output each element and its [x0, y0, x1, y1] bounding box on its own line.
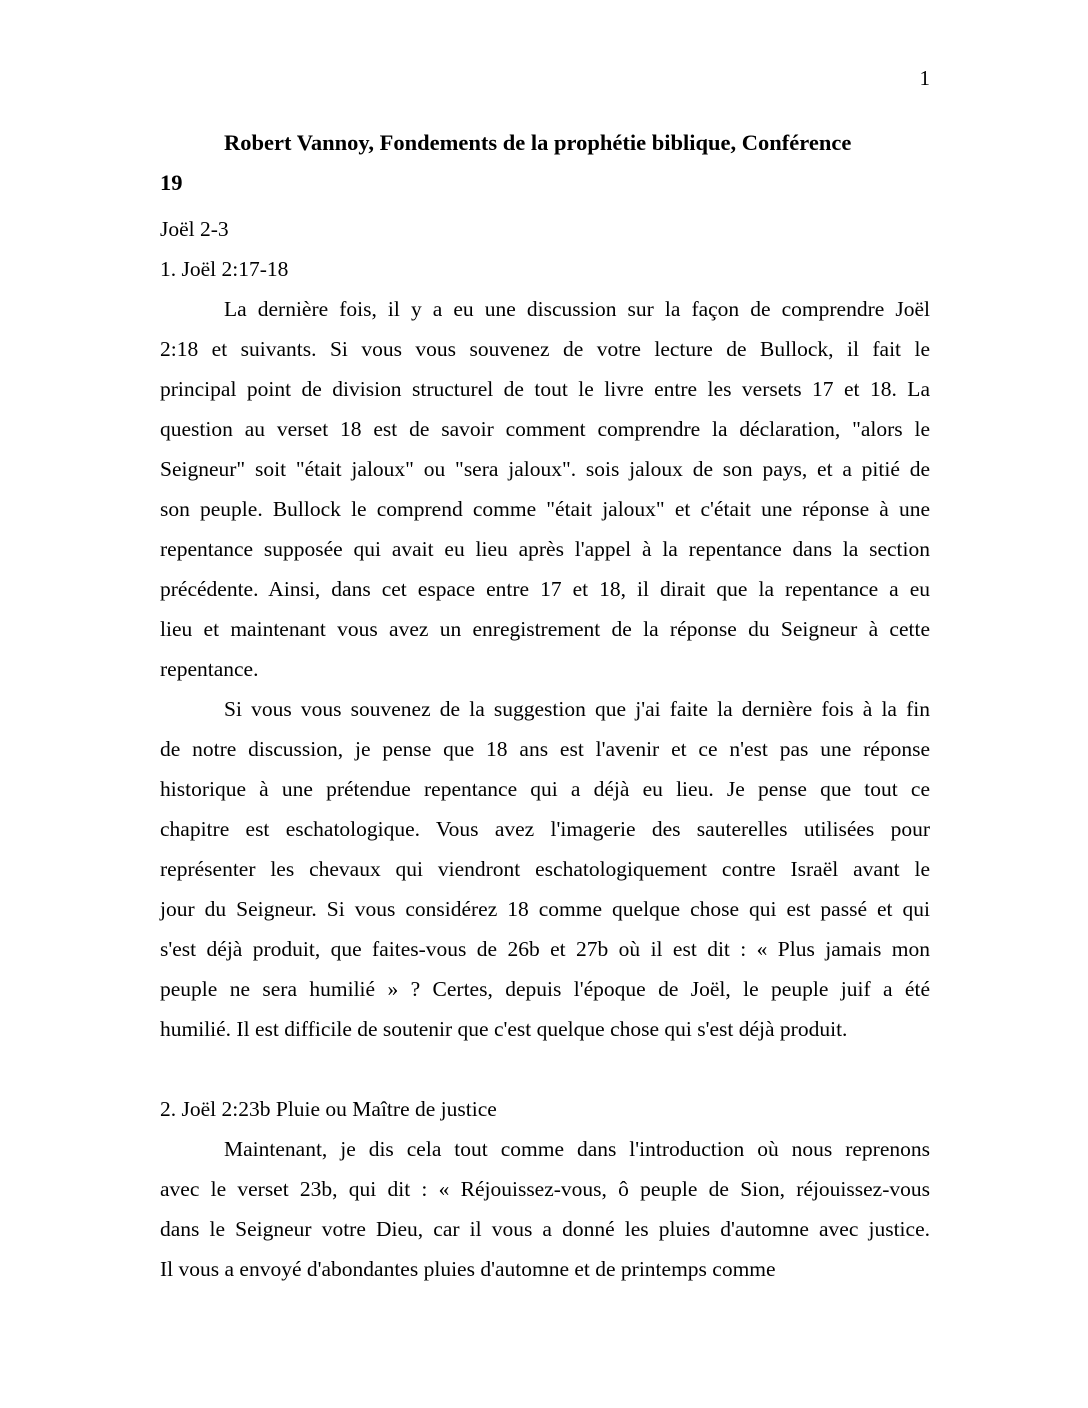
paragraph-line: Maintenant, je dis cela tout comme dans l'introduction où nous reprenons	[224, 1137, 930, 1161]
paragraph-line: précédente. Ainsi, dans cet espace entre 17 et 18, il dirait que la repentance a eu	[160, 577, 930, 601]
paragraph-line: chapitre est eschatologique. Vous avez l'imagerie des sauterelles utilisées pour	[160, 817, 930, 841]
document-subtitle: Joël 2-3	[160, 217, 229, 241]
paragraph-line: avec le verset 23b, qui dit : « Réjouissez-vous, ô peuple de Sion, réjouissez-vous	[160, 1177, 930, 1201]
paragraph-line: son peuple. Bullock le comprend comme "était jaloux" et c'était une réponse à une	[160, 497, 930, 521]
paragraph-line: représenter les chevaux qui viendront eschatologiquement contre Israël avant le	[160, 857, 930, 881]
paragraph-line: historique à une prétendue repentance qui a déjà eu lieu. Je pense que tout ce	[160, 777, 930, 801]
paragraph-line: de notre discussion, je pense que 18 ans est l'avenir et ce n'est pas une réponse	[160, 737, 930, 761]
paragraph-line: s'est déjà produit, que faites-vous de 26b et 27b où il est dit : « Plus jamais mon	[160, 937, 930, 961]
paragraph-line: humilié. Il est difficile de soutenir que c'est quelque chose qui s'est déjà produit.	[160, 1017, 848, 1041]
paragraph-line: Seigneur" soit "était jaloux" ou "sera jaloux". sois jaloux de son pays, et a pitié de	[160, 457, 930, 481]
paragraph-line: jour du Seigneur. Si vous considérez 18 comme quelque chose qui est passé et qui	[160, 897, 930, 921]
paragraph-line: principal point de division structurel de tout le livre entre les versets 17 et 18. La	[160, 377, 930, 401]
paragraph-line: repentance.	[160, 657, 259, 681]
section-heading-2: 2. Joël 2:23b Pluie ou Maître de justice	[160, 1097, 497, 1121]
page-number: 1	[919, 66, 930, 90]
paragraph-line: repentance supposée qui avait eu lieu après l'appel à la repentance dans la section	[160, 537, 930, 561]
section-heading-1: 1. Joël 2:17-18	[160, 257, 289, 281]
paragraph-line: La dernière fois, il y a eu une discussion sur la façon de comprendre Joël	[224, 297, 930, 321]
paragraph-line: Il vous a envoyé d'abondantes pluies d'automne et de printemps comme	[160, 1257, 776, 1281]
paragraph-line: 2:18 et suivants. Si vous vous souvenez de votre lecture de Bullock, il fait le	[160, 337, 930, 361]
paragraph-line: peuple ne sera humilié » ? Certes, depuis l'époque de Joël, le peuple juif a été	[160, 977, 930, 1001]
document-title-line-1: Robert Vannoy, Fondements de la prophétie biblique, Conférence	[224, 130, 852, 155]
document-title-line-2: 19	[160, 170, 183, 195]
paragraph-line: question au verset 18 est de savoir comment comprendre la déclaration, "alors le	[160, 417, 930, 441]
paragraph-line: lieu et maintenant vous avez un enregistrement de la réponse du Seigneur à cette	[160, 617, 930, 641]
paragraph-line: Si vous vous souvenez de la suggestion que j'ai faite la dernière fois à la fin	[224, 697, 930, 721]
paragraph-line: dans le Seigneur votre Dieu, car il vous a donné les pluies d'automne avec justice.	[160, 1217, 930, 1241]
